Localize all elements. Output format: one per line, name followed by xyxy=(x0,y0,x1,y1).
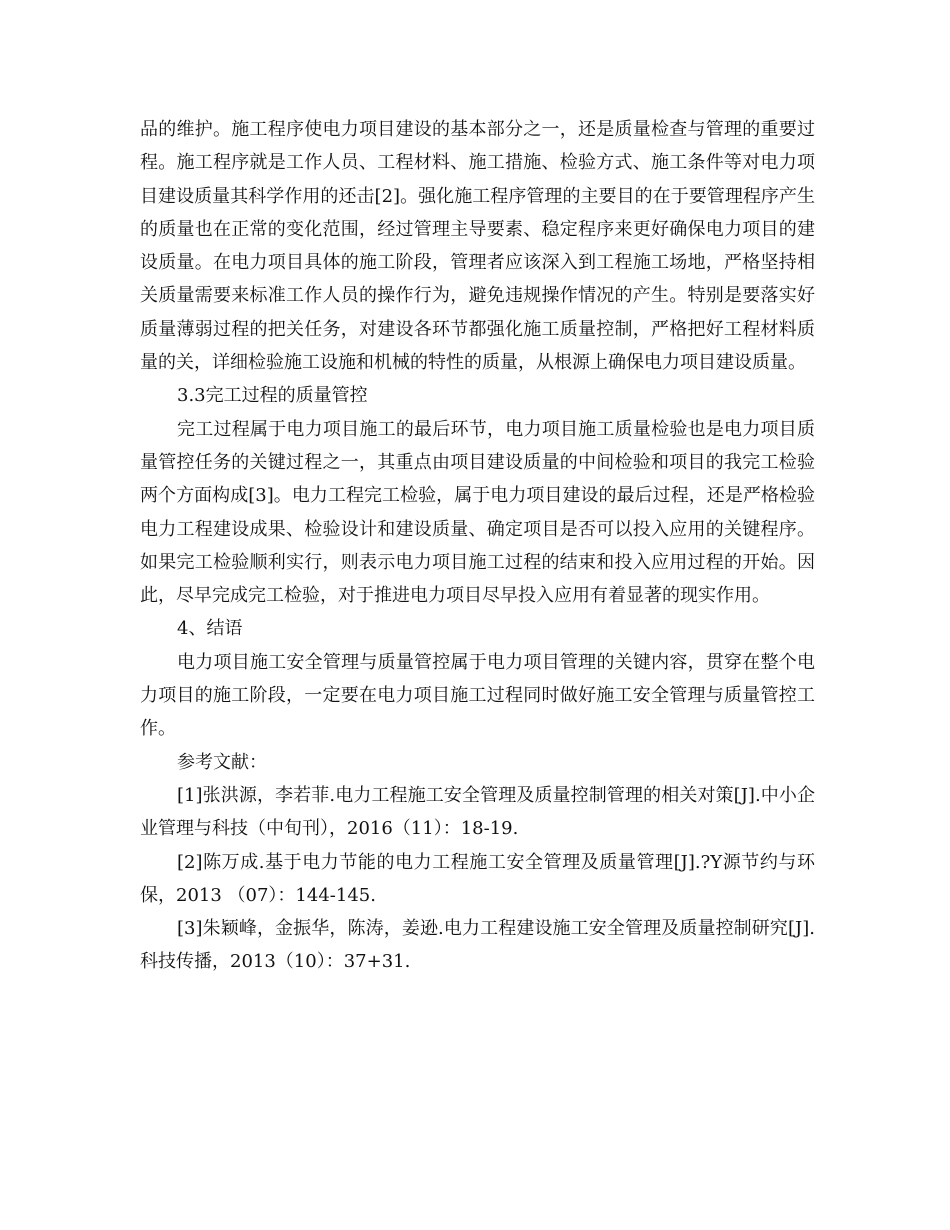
section-heading-3-3: 3.3完工过程的质量管控 xyxy=(177,385,368,407)
paragraph-construction-program: 品的维护。施工程序使电力项目建设的基本部分之一，还是质量检查与管理的重要过程。施工程序就是工作人员、工程材料、施工措施、检验方式、施工条件等对电力项目建设质量其科学作用的还击[2]。强化施工程序管理的主要目的在于要管理程序产生的质量也在正常的变化范围，经过管理主导要素、稳定程序来更好确保电力项目的建设质量。在电力项目具体的施工阶段，管理者应该深入到工程施工场地，严格坚持相关质量需要来标准工作人员的操作行为，避免违规操作情况的产生。特别是要落实好质量薄弱过程的把关任务，对建设各环节都强化施工质量控制，严格把好工程材料质量的关，详细检验施工设施和机械的特性的质量，从根源上确保电力项目建设质量。 xyxy=(140,119,815,374)
reference-item-3: [3]朱颖峰，金振华，陈涛，姜逊.电力工程建设施工安全管理及质量控制研究[J].科技传播，2013（10）：37+31. xyxy=(140,918,815,973)
reference-item-1: [1]张洪源，李若菲.电力工程施工安全管理及质量控制管理的相关对策[J].中小企业管理与科技（中旬刊），2016（11）：18-19. xyxy=(140,784,815,840)
references-heading: 参考文献： xyxy=(177,751,267,773)
section-heading-conclusion: 4、结语 xyxy=(177,618,243,640)
paragraph-completion: 完工过程属于电力项目施工的最后环节，电力项目施工质量检验也是电力项目质量管控任务的关键过程之一，其重点由项目建设质量的中间检验和项目的我完工检验两个方面构成[3]。电力工程完工检验，属于电力项目建设的最后过程，还是严格检验电力工程建设成果、检验设计和建设质量、确定项目是否可以投入应用的关键程序。如果完工检验顺利实行，则表示电力项目施工过程的结束和投入应用过程的开始。因此，尽早完成完工检验，对于推进电力项目尽早投入应用有着显著的现实作用。 xyxy=(140,418,815,607)
document-body xyxy=(140,113,815,979)
paragraph-conclusion: 电力项目施工安全管理与质量管控属于电力项目管理的关键内容，贯穿在整个电力项目的施工阶段，一定要在电力项目施工过程同时做好施工安全管理与质量管控工作。 xyxy=(140,651,815,740)
reference-item-2: [2]陈万成.基于电力节能的电力工程施工安全管理及质量管理[J].?Y源节约与环保，2013 （07）：144-145. xyxy=(140,851,815,906)
